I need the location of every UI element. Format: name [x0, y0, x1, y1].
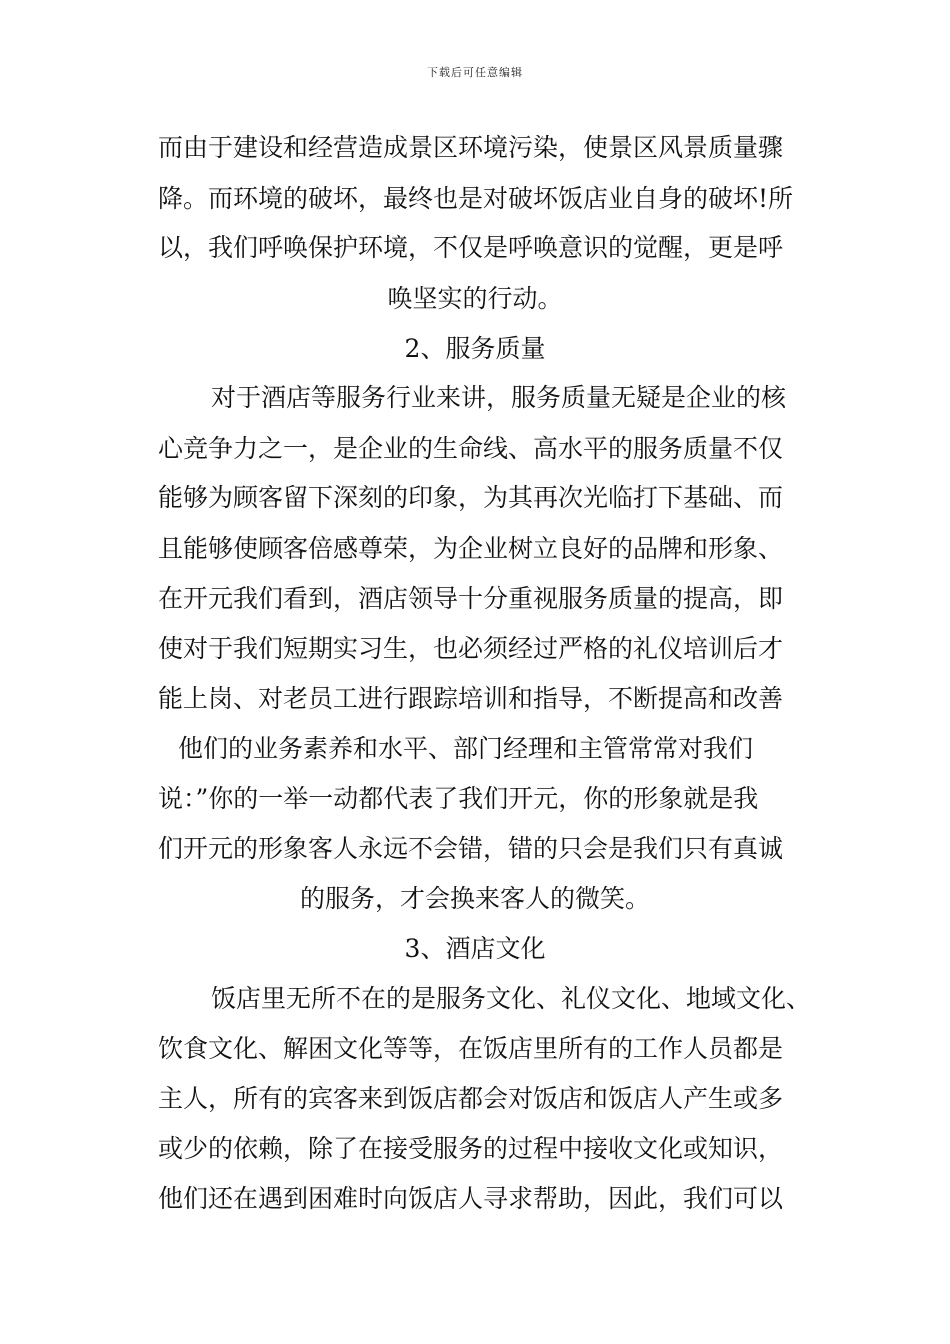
text-line: 以，我们呼唤保护环境，不仅是呼唤意识的觉醒，更是呼	[158, 233, 784, 262]
section-heading: 3、酒店文化	[404, 934, 546, 963]
text-line: 且能够使顾客倍感尊荣，为企业树立良好的品牌和形象、	[158, 534, 784, 563]
paragraph-first-line: 饭店里无所不在的是服务文化、礼仪文化、地域文化、	[211, 984, 812, 1013]
text-line: 在开元我们看到，酒店领导十分重视服务质量的提高，即	[158, 584, 784, 613]
paragraph-first-line: 对于酒店等服务行业来讲，服务质量无疑是企业的核	[211, 383, 787, 412]
text-line: 们开元的形象客人永远不会错，错的只会是我们只有真诚	[158, 834, 784, 863]
text-line: 或少的依赖，除了在接受服务的过程中接收文化或知识，	[158, 1134, 784, 1163]
text-line: 能上岗、对老员工进行跟踪培训和指导，不断提高和改善	[158, 684, 784, 713]
text-line: 的服务，才会换来客人的微笑。	[299, 884, 650, 913]
text-line: 说：”你的一举一动都代表了我们开元，你的形象就是我	[158, 784, 759, 813]
text-line: 主人，所有的宾客来到饭店都会对饭店和饭店人产生或多	[158, 1084, 784, 1113]
text-line: 他们的业务素养和水平、部门经理和主管常常对我们	[178, 734, 754, 763]
text-line: 能够为顾客留下深刻的印象，为其再次光临打下基础、而	[158, 483, 784, 512]
text-line: 唤坚实的行动。	[387, 284, 563, 313]
text-line: 使对于我们短期实习生，也必须经过严格的礼仪培训后才	[158, 634, 784, 663]
text-line: 降。而环境的破坏，最终也是对破坏饭店业自身的破坏!所	[158, 184, 794, 213]
text-line: 心竞争力之一，是企业的生命线、高水平的服务质量不仅	[158, 434, 784, 463]
page-header: 下载后可任意编辑	[427, 66, 523, 79]
text-line: 饮食文化、解困文化等等，在饭店里所有的工作人员都是	[158, 1034, 784, 1063]
text-line: 而由于建设和经营造成景区环境污染，使景区风景质量骤	[158, 133, 784, 162]
section-heading: 2、服务质量	[404, 334, 546, 363]
text-line: 他们还在遇到困难时向饭店人寻求帮助，因此，我们可以	[158, 1184, 784, 1213]
